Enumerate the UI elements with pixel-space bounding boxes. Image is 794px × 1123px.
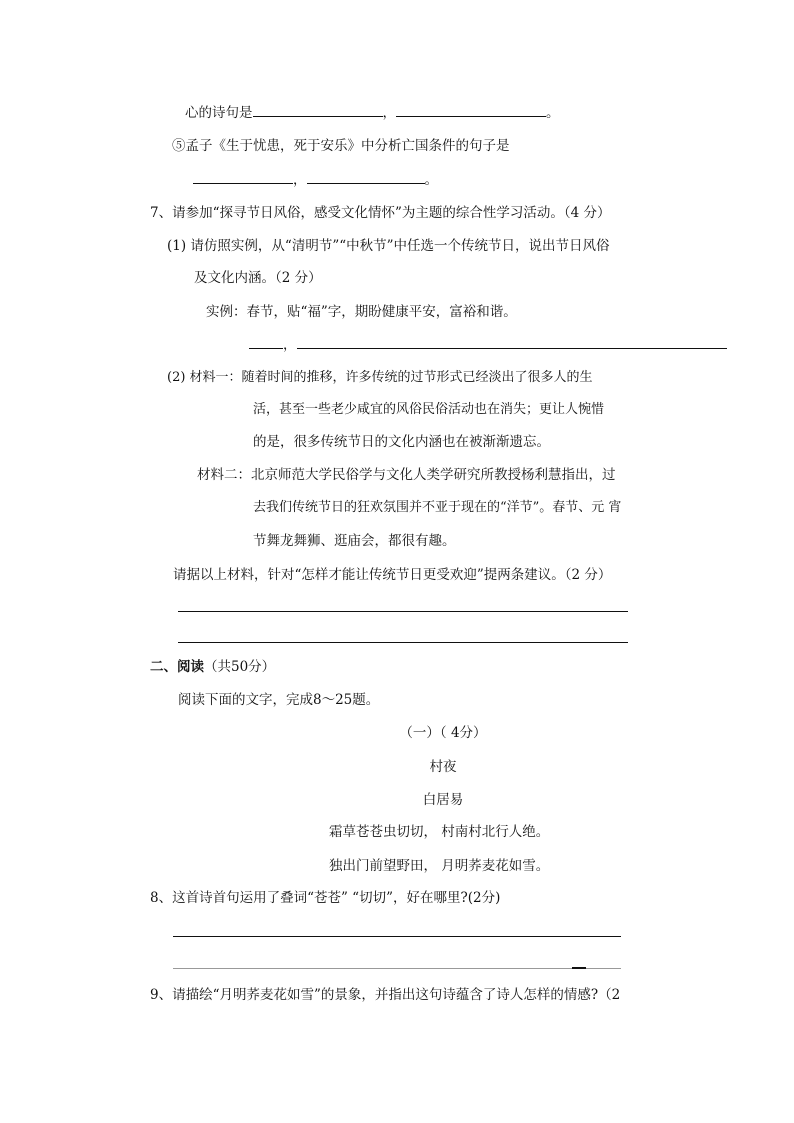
q7-prompt: 请据以上材料，针对“怎样才能让传统节日更受欢迎”提两条建议。（2 分）: [173, 567, 612, 583]
answer-blank[interactable]: [307, 170, 425, 184]
poem-line-2: 独出门前望野田， 月明荞麦花如雪。: [329, 858, 550, 874]
q6-comma: ，: [382, 105, 396, 121]
q7-comma: ，: [283, 337, 297, 353]
q6-item5: ⑤孟子《生于忧患，死于安乐》中分析亡国条件的句子是: [172, 138, 510, 154]
q7-example: 实例：春节，贴“福”字，期盼健康平安，富裕和谐。: [206, 304, 517, 320]
section-heading: 二、阅读: [150, 659, 204, 675]
q7-part2-line3: 的是，很多传统节日的文化内涵也在被渐渐遗忘。: [253, 434, 550, 450]
q6-period: 。: [546, 105, 560, 121]
poem-title: 村夜: [429, 759, 457, 775]
section2-heading: [150, 657, 275, 677]
poem-line-1: 霜草苍苍虫切切， 村南村北行人绝。: [329, 824, 550, 840]
answer-line[interactable]: [173, 936, 621, 937]
part-label: （一）（ 4分）: [399, 725, 487, 741]
q7-material2-line1: 材料二：北京师范大学民俗学与文化人类学研究所教授杨利慧指出，过: [197, 467, 616, 483]
q6-comma-2: ，: [293, 172, 307, 188]
q7-part1-line2: 及文化内涵。（2 分）: [194, 270, 322, 286]
q7-part1-line1: (1) 请仿照实例，从“清明节”“中秋节”中任选一个传统节日，说出节日风俗: [167, 238, 610, 254]
answer-blank[interactable]: [193, 170, 293, 184]
answer-line-mark: [572, 967, 586, 969]
q9-text: 9、请描绘“月明荞麦花如雪”的景象，并指出这句诗蕴含了诗人怎样的情感?（2: [150, 987, 621, 1003]
q7-part1-answer: [249, 335, 727, 355]
section2-instruction: 阅读下面的文字，完成8～25题。: [178, 692, 380, 708]
answer-line[interactable]: [173, 968, 621, 969]
q7-part2-line1: (2) 材料一：随着时间的推移，许多传统的过节形式已经淡出了很多人的生: [167, 370, 593, 385]
q7-part2-line2: 活，甚至一些老少咸宜的风俗民俗活动也在消失；更让人惋惜: [253, 402, 605, 417]
answer-blank[interactable]: [396, 103, 546, 117]
q8-text: 8、这首诗首句运用了叠词“苍苍” “切切”，好在哪里?(2分): [150, 890, 501, 906]
answer-blank[interactable]: [297, 335, 727, 349]
answer-line[interactable]: [178, 611, 628, 612]
q6-item5-answer: [193, 170, 438, 190]
answer-line[interactable]: [178, 642, 628, 643]
q6-period-2: 。: [424, 172, 438, 188]
q7-title: 7、请参加“探寻节日风俗，感受文化情怀”为主题的综合性学习活动。（4 分）: [150, 205, 611, 221]
answer-blank[interactable]: [249, 335, 283, 349]
poem-author: 白居易: [422, 792, 464, 808]
q6-line-a: [185, 103, 560, 123]
q7-material2-line3: 节舞龙舞狮、逛庙会，都很有趣。: [253, 533, 456, 549]
q6-line-a-prefix: 心的诗句是: [185, 105, 253, 121]
section-score: （共50分）: [204, 659, 276, 675]
q7-material2-line2: 去我们传统节日的狂欢氛围并不亚于现在的“洋节”。春节、元 宵: [253, 500, 622, 515]
answer-blank[interactable]: [253, 103, 383, 117]
